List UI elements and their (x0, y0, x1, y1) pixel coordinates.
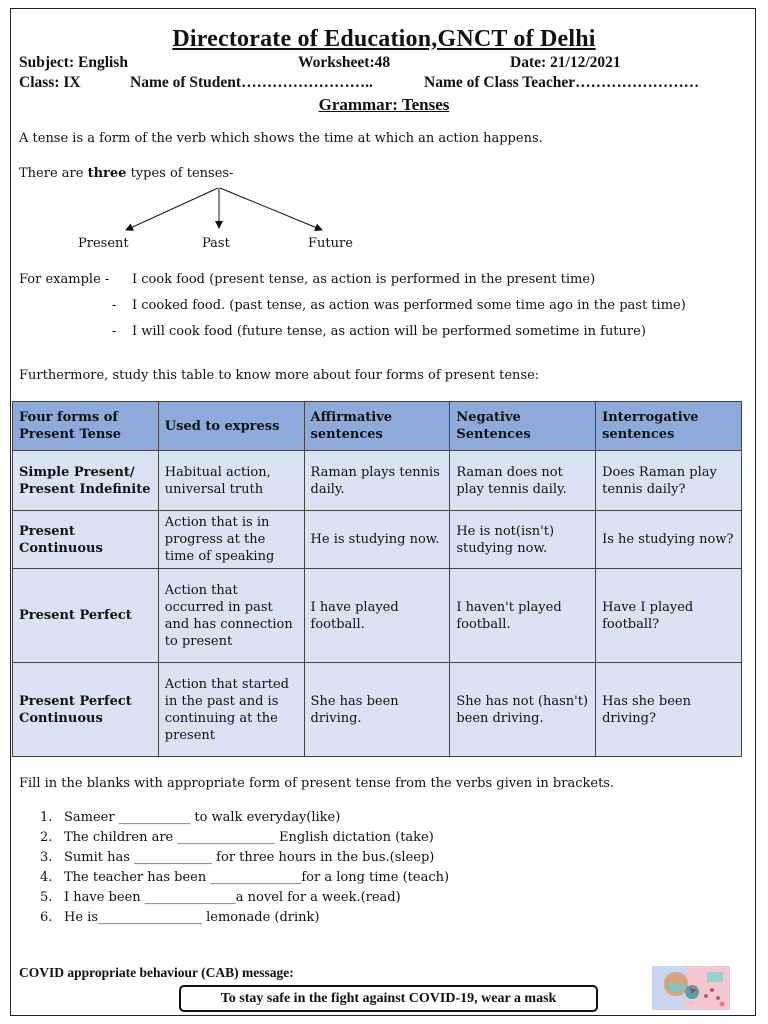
table-cell: She has not (hasn't) been driving. (450, 663, 596, 757)
example-dash: - (112, 324, 117, 339)
example-present: I cook food (present tense, as action is performed in the present time) (132, 272, 596, 287)
covid-message-box: To stay safe in the fight against COVID-19, wear a mask (179, 985, 598, 1012)
tense-branch-diagram (0, 0, 768, 260)
list-item: 1. Sameer ___________ to walk everyday(like) (40, 810, 341, 825)
col-header: Interrogative sentences (596, 402, 742, 451)
list-item: 5. I have been ______________a novel for a week.(read) (40, 890, 401, 905)
tense-definition: A tense is a form of the verb which shows the time at which an action happens. (19, 131, 543, 146)
list-item: 2. The children are _______________ English dictation (take) (40, 830, 434, 845)
table-cell: Raman does not play tennis daily. (450, 451, 596, 511)
exercise-instruction: Fill in the blanks with appropriate form of present tense from the verbs given in brackets. (19, 776, 615, 791)
table-cell: Habitual action, universal truth (158, 451, 304, 511)
table-cell: He is studying now. (304, 511, 450, 569)
section-title: Grammar: Tenses (318, 95, 450, 114)
present-tense-table (12, 401, 742, 757)
table-row (13, 663, 742, 757)
table-cell: Has she been driving? (596, 663, 742, 757)
teacher-name-field: Name of Class Teacher…………………… (424, 74, 700, 91)
table-row (13, 451, 742, 511)
table-cell: I have played football. (304, 569, 450, 663)
table-cell: Present Perfect Continuous (13, 663, 159, 757)
subject-label: Subject: English (19, 54, 128, 71)
table-cell: She has been driving. (304, 663, 450, 757)
col-header: Affirmative sentences (304, 402, 450, 451)
col-header: Used to express (158, 402, 304, 451)
page-title: Directorate of Education,GNCT of Delhi (172, 26, 596, 52)
branch-future: Future (308, 236, 353, 251)
table-cell: Action that occurred in past and has connection to present (158, 569, 304, 663)
covid-message-label: COVID appropriate behaviour (CAB) message: (19, 965, 294, 980)
list-item: 3. Sumit has ____________ for three hours in the bus.(sleep) (40, 850, 435, 865)
class-label: Class: IX (19, 74, 81, 91)
table-cell: Present Perfect (13, 569, 159, 663)
table-cell: He is not(isn't) studying now. (450, 511, 596, 569)
branch-past: Past (202, 236, 230, 251)
example-dash: - (112, 298, 117, 313)
table-cell: I haven't played football. (450, 569, 596, 663)
table-cell: Is he studying now? (596, 511, 742, 569)
table-cell: Action that is in progress at the time of speaking (158, 511, 304, 569)
worksheet-label: Worksheet:48 (298, 54, 391, 71)
mask-illustration-icon (652, 966, 730, 1010)
table-intro: Furthermore, study this table to know more about four forms of present tense: (19, 368, 540, 383)
student-name-field: Name of Student…………………….. (130, 74, 373, 91)
table-row (13, 569, 742, 663)
table-cell: Does Raman play tennis daily? (596, 451, 742, 511)
table-cell: Simple Present/ Present Indefinite (13, 451, 159, 511)
example-past: I cooked food. (past tense, as action was performed some time ago in the past time) (132, 298, 686, 313)
table-cell: Action that started in the past and is continuing at the present (158, 663, 304, 757)
arrow-future (220, 188, 322, 230)
table-cell: Have I played football? (596, 569, 742, 663)
branch-present: Present (78, 236, 129, 251)
arrow-present (126, 188, 218, 230)
date-label: Date: 21/12/2021 (510, 54, 621, 71)
table-row (13, 511, 742, 569)
list-item: 6. He is________________ lemonade (drink) (40, 910, 320, 925)
table-header-row (13, 402, 742, 451)
col-header: Negative Sentences (450, 402, 596, 451)
list-item: 4. The teacher has been ______________for a long time (teach) (40, 870, 450, 885)
example-future: I will cook food (future tense, as action will be performed sometime in future) (132, 324, 646, 339)
examples-label: For example - (19, 272, 110, 287)
table-cell: Present Continuous (13, 511, 159, 569)
col-header: Four forms of Present Tense (13, 402, 159, 451)
table-cell: Raman plays tennis daily. (304, 451, 450, 511)
tense-types-line: There are three types of tenses- (19, 166, 234, 181)
